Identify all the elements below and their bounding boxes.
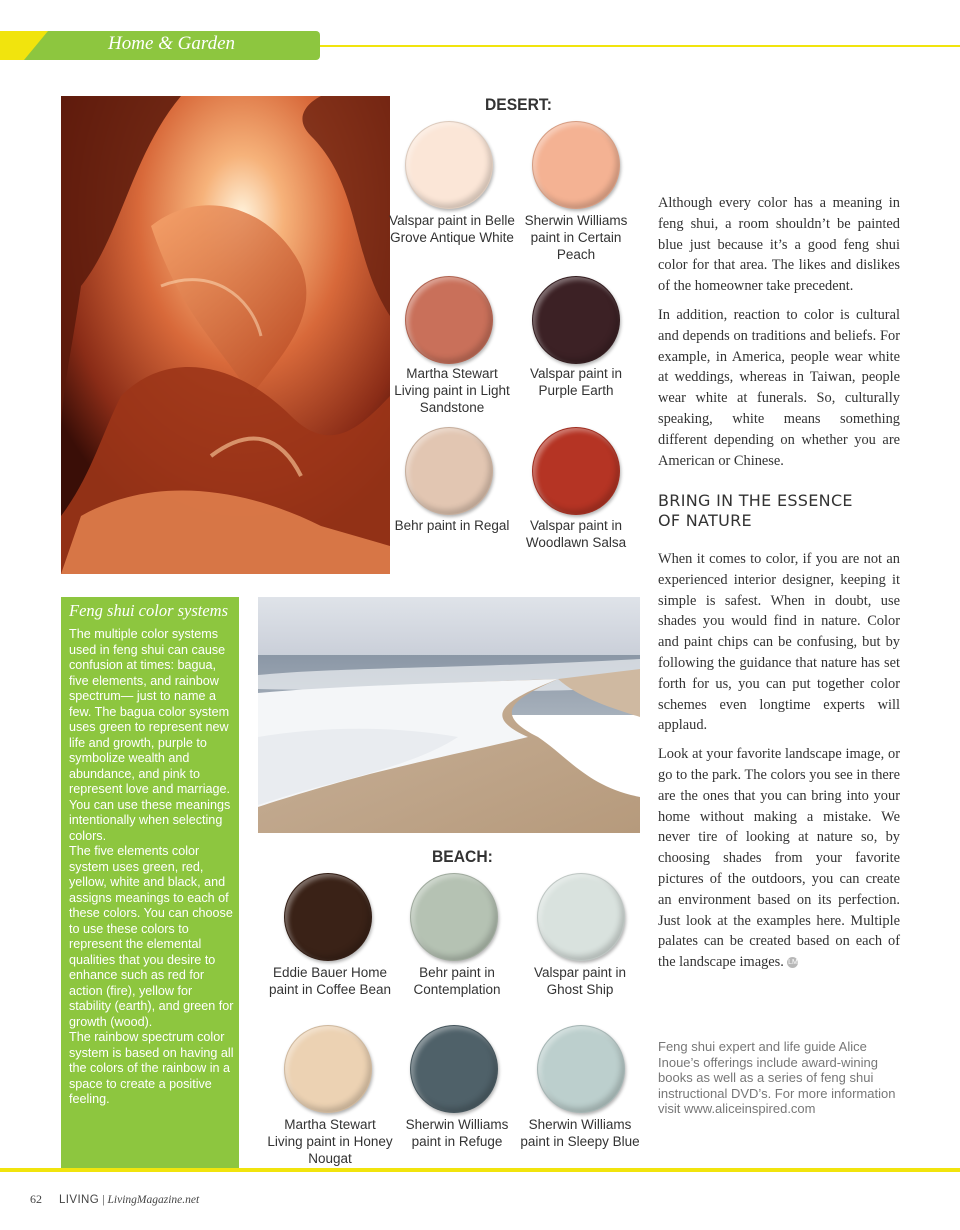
end-mark-icon: LM	[788, 959, 798, 967]
swatch-chip	[537, 873, 625, 961]
swatch-chip	[532, 276, 620, 364]
swatch-chip	[284, 1025, 372, 1113]
swatch-caption: Valspar paint in Belle Grove Antique White	[389, 213, 515, 245]
swatch-caption: Behr paint in Regal	[394, 518, 510, 533]
swatch-caption: Valspar paint in Purple Earth	[529, 366, 623, 398]
author-bio: Feng shui expert and life guide Alice Inoue’s offerings include award-wining books as well as a series of feng shui instructional DVD’s. For more information visit www.aliceinspired.com	[658, 1039, 896, 1116]
sidebar-paragraph: The rainbow spectrum color system is based on having all the colors of the rainbow in a space to create a positive feeling.	[69, 1030, 234, 1106]
desert-heading: DESERT:	[485, 95, 552, 114]
intro-paragraph: In addition, reaction to color is cultural and depends on traditions and beliefs. For example, in America, people wear white at weddings, whereas in Taiwan, people wear white at funerals. So, culturally speaking, white means something different depending on whether you are American or Chinese.	[658, 306, 900, 469]
canyon-photo	[61, 96, 390, 574]
sidebar-title: Feng shui color systems	[69, 601, 229, 620]
swatch-caption: Martha Stewart Living paint in Light Sandstone	[394, 366, 510, 415]
section-title: Home & Garden	[108, 33, 235, 54]
swatch-chip	[532, 121, 620, 209]
body-paragraph: When it comes to color, if you are not an experienced interior designer, keeping it simple is safest. When in doubt, use shades you would find in nature. Color and paint chips can be confusing, but by following the guidance that nature has set forth for us, you can put together color schemes even longtime experts will applaud.	[658, 551, 900, 734]
swatch-caption: Sherwin Williams paint in Certain Peach	[524, 213, 628, 262]
footer-separator: |	[102, 1192, 105, 1206]
page-footer	[30, 1192, 199, 1207]
swatch-chip	[410, 1025, 498, 1113]
swatch-chip	[537, 1025, 625, 1113]
footer-site: LivingMagazine.net	[107, 1194, 200, 1206]
swatch-caption: Sherwin Williams paint in Refuge	[405, 1117, 509, 1149]
sidebar-paragraph: The five elements color system uses green, red, yellow, white and black, and assigns meanings to each of these colors. You can choose to use these colors to represent the elemental qualities that you desire to enhance such as red for action (fire), yellow for stability (earth), and green for growth (wood).	[69, 844, 234, 1029]
swatch-chip	[405, 427, 493, 515]
footer-section: LIVING	[59, 1194, 100, 1206]
header-rule	[320, 45, 960, 47]
swatch-chip	[410, 873, 498, 961]
footer-rule	[0, 1168, 960, 1172]
swatch-caption: Valspar paint in Ghost Ship	[533, 965, 627, 997]
beach-heading: BEACH:	[432, 847, 493, 866]
swatch-chip	[532, 427, 620, 515]
article-intro	[658, 193, 900, 479]
intro-paragraph: Although every color has a meaning in feng shui, a room shouldn’t be painted blue just because it’s a good feng shui color for that area. The likes and dislikes of the homeowner take precedent.	[658, 195, 900, 295]
swatch-chip	[405, 276, 493, 364]
article-body	[658, 549, 900, 981]
body-paragraph-text: Look at your favorite landscape image, or go to the park. The colors you see in there are the ones that you can bring into your home without making a mistake. We never tire of looking at nature so, by choosing shades from your favorite pictures of the outdoors, you can create an environment based on its perfection. Just look at the examples here. Multiple palates can be created based on each of the landscape images.	[658, 746, 900, 971]
swatch-chip	[284, 873, 372, 961]
body-paragraph	[658, 744, 900, 973]
swatch-chip	[405, 121, 493, 209]
sidebar-text	[69, 627, 235, 1108]
swatch-caption: Behr paint in Contemplation	[413, 965, 501, 997]
sidebar-paragraph: The multiple color systems used in feng shui can cause confusion at times: bagua, five elements, and rainbow spectrum— just to name a few. The bagua color system uses green to represent new life and growth, purple to symbolize wealth and abundance, and pink to represent love and marriage. You can use these meanings intentionally when selecting colors.	[69, 627, 231, 843]
swatch-caption: Valspar paint in Woodlawn Salsa	[525, 518, 627, 550]
article-subhead: BRING IN THE ESSENCE OF NATURE	[658, 491, 853, 530]
swatch-caption: Eddie Bauer Home paint in Coffee Bean	[268, 965, 392, 997]
swatch-caption: Martha Stewart Living paint in Honey Nougat	[267, 1117, 393, 1166]
swatch-caption: Sherwin Williams paint in Sleepy Blue	[520, 1117, 640, 1149]
beach-photo	[258, 597, 640, 833]
page-number: 62	[30, 1192, 42, 1206]
